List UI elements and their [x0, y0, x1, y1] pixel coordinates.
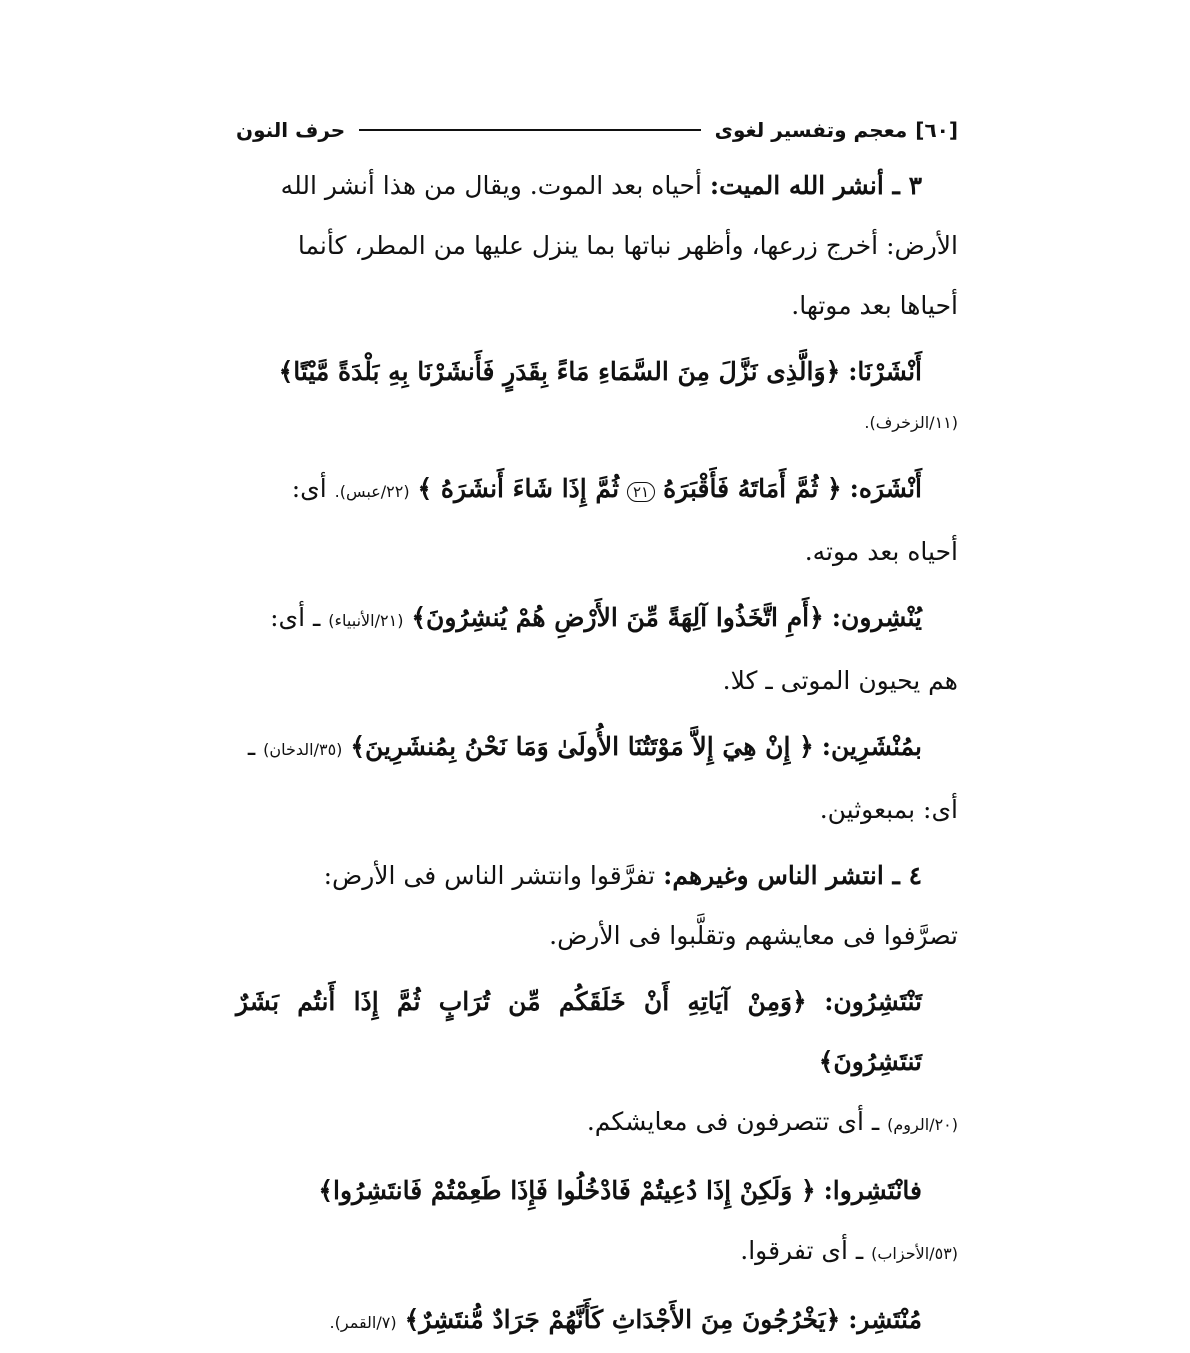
definition-heading: ٣ ـ أنشر الله الميت: [709, 171, 922, 200]
entry-word: بمُنْشَرِين: [821, 732, 922, 761]
quran-verse: ﴿وَمِنْ آيَاتِهِ أَنْ خَلَقَكُم مِّن تُرَابٍ ثُمَّ إِذَا أَنتُم بَشَرٌ تَنتَشِرُونَ﴾ [236, 987, 922, 1076]
quran-verse: ﴿يَخْرُجُونَ مِنَ الأَجْدَاثِ كَأَنَّهُمْ جَرَادٌ مُّنتَشِرٌ﴾ [404, 1305, 841, 1334]
running-header [236, 112, 958, 148]
entry-word: أَنْشَرَه: [849, 474, 922, 503]
entry-word: أَنْشَرْنَا: [848, 357, 922, 386]
entry-text: ـ أى تفرقوا. [740, 1236, 864, 1265]
header-rule [359, 129, 700, 131]
quran-verse: ﴿وَالَّذِى نَزَّلَ مِنَ السَّمَاءِ مَاءً بِقَدَرٍ فَأَنشَرْنَا بِهِ بَلْدَةً مَّيْتًا﴾ [278, 357, 841, 386]
entry-text: أى: [291, 474, 327, 503]
ayah-number: ٢١ [627, 482, 655, 502]
verse-entry [236, 1161, 958, 1284]
entry-text: ـ أى تتصرفون فى معايشكم. [586, 1107, 880, 1136]
verse-entry [236, 972, 958, 1155]
entry-text: ـ [247, 732, 256, 761]
verse-reference: (٢٢/عبس). [334, 482, 410, 501]
verse-reference: (٥٣/الأحزاب) [871, 1244, 958, 1263]
definition-heading: ٤ ـ انتشر الناس وغيرهم: [663, 861, 922, 890]
verse-line [236, 342, 958, 402]
entry-line [236, 1092, 958, 1155]
quran-verse: ﴿أَمِ اتَّخَذُوا آلِهَةً مِّنَ الأَرْضِ هُمْ يُنشِرُونَ﴾ [411, 603, 824, 632]
definition-line: أحياها بعد موتها. [791, 291, 958, 320]
definition-text: أحياه بعد الموت. ويقال من هذا أنشر الله [280, 171, 702, 200]
definition-block [236, 156, 958, 336]
verse-reference: (٧/القمر). [329, 1313, 397, 1332]
quran-verse: ﴿ إِنْ هِيَ إِلاَّ مَوْتَتُنَا الأُولَىٰ وَمَا نَحْنُ بِمُنشَرِينَ﴾ [350, 732, 814, 761]
verse-line [236, 459, 958, 522]
verse-line [236, 402, 958, 441]
definition-line [236, 156, 958, 216]
entry-word: فانْتَشِروا: [823, 1176, 922, 1205]
verse-line [236, 1290, 958, 1353]
definition-line [236, 846, 958, 906]
entry-line: أى: بمبعوثين. [819, 795, 958, 824]
verse-reference: (٢١/الأنبياء) [328, 611, 404, 630]
section-title: حرف النون [236, 118, 346, 142]
verse-reference: (٢٠/الروم) [887, 1115, 958, 1134]
verse-line [236, 717, 958, 780]
verse-entry [236, 1290, 958, 1353]
verse-line [236, 972, 958, 1092]
definition-line: الأرض: أخرج زرعها، وأظهر نباتها بما ينزل عليها من المطر، كأنما [297, 231, 958, 260]
quran-verse: ﴿ ثُمَّ أَمَاتَهُ فَأَقْبَرَهُ [663, 474, 842, 503]
verse-line [236, 1161, 958, 1221]
definition-block [236, 846, 958, 966]
book-title: معجم وتفسير لغوى [714, 118, 908, 142]
entry-word: مُنْتَشِر: [848, 1305, 922, 1334]
verse-reference: (١١/الزخرف). [864, 413, 958, 432]
definition-text: تفرَّقوا وانتشر الناس فى الأرض: [323, 861, 656, 890]
verse-entry [236, 717, 958, 840]
entry-word: تَنْتَشِرُون: [824, 987, 922, 1016]
entry-line: هم يحيون الموتى ـ كلا. [722, 666, 958, 695]
verse-entry [236, 342, 958, 441]
entry-word: يُنْشِرون: [831, 603, 922, 632]
entry-line [236, 1221, 958, 1284]
page [236, 112, 958, 1353]
verse-entry [236, 588, 958, 711]
definition-line: تصرَّفوا فى معايشهم وتقلَّبوا فى الأرض. [549, 921, 958, 950]
verse-reference: (٣٥/الدخان) [263, 740, 343, 759]
page-number: [٦٠] [915, 118, 958, 142]
quran-verse: ﴿ وَلَكِنْ إِذَا دُعِيتُمْ فَادْخُلُوا فَإِذَا طَعِمْتُمْ فَانتَشِرُوا﴾ [318, 1176, 816, 1205]
verse-line [236, 588, 958, 651]
verse-entry [236, 459, 958, 582]
entry-text: ـ أى: [270, 603, 321, 632]
quran-verse: ثُمَّ إِذَا شَاءَ أَنشَرَهُ ﴾ [417, 474, 620, 503]
entry-line: أحياه بعد موته. [804, 537, 958, 566]
